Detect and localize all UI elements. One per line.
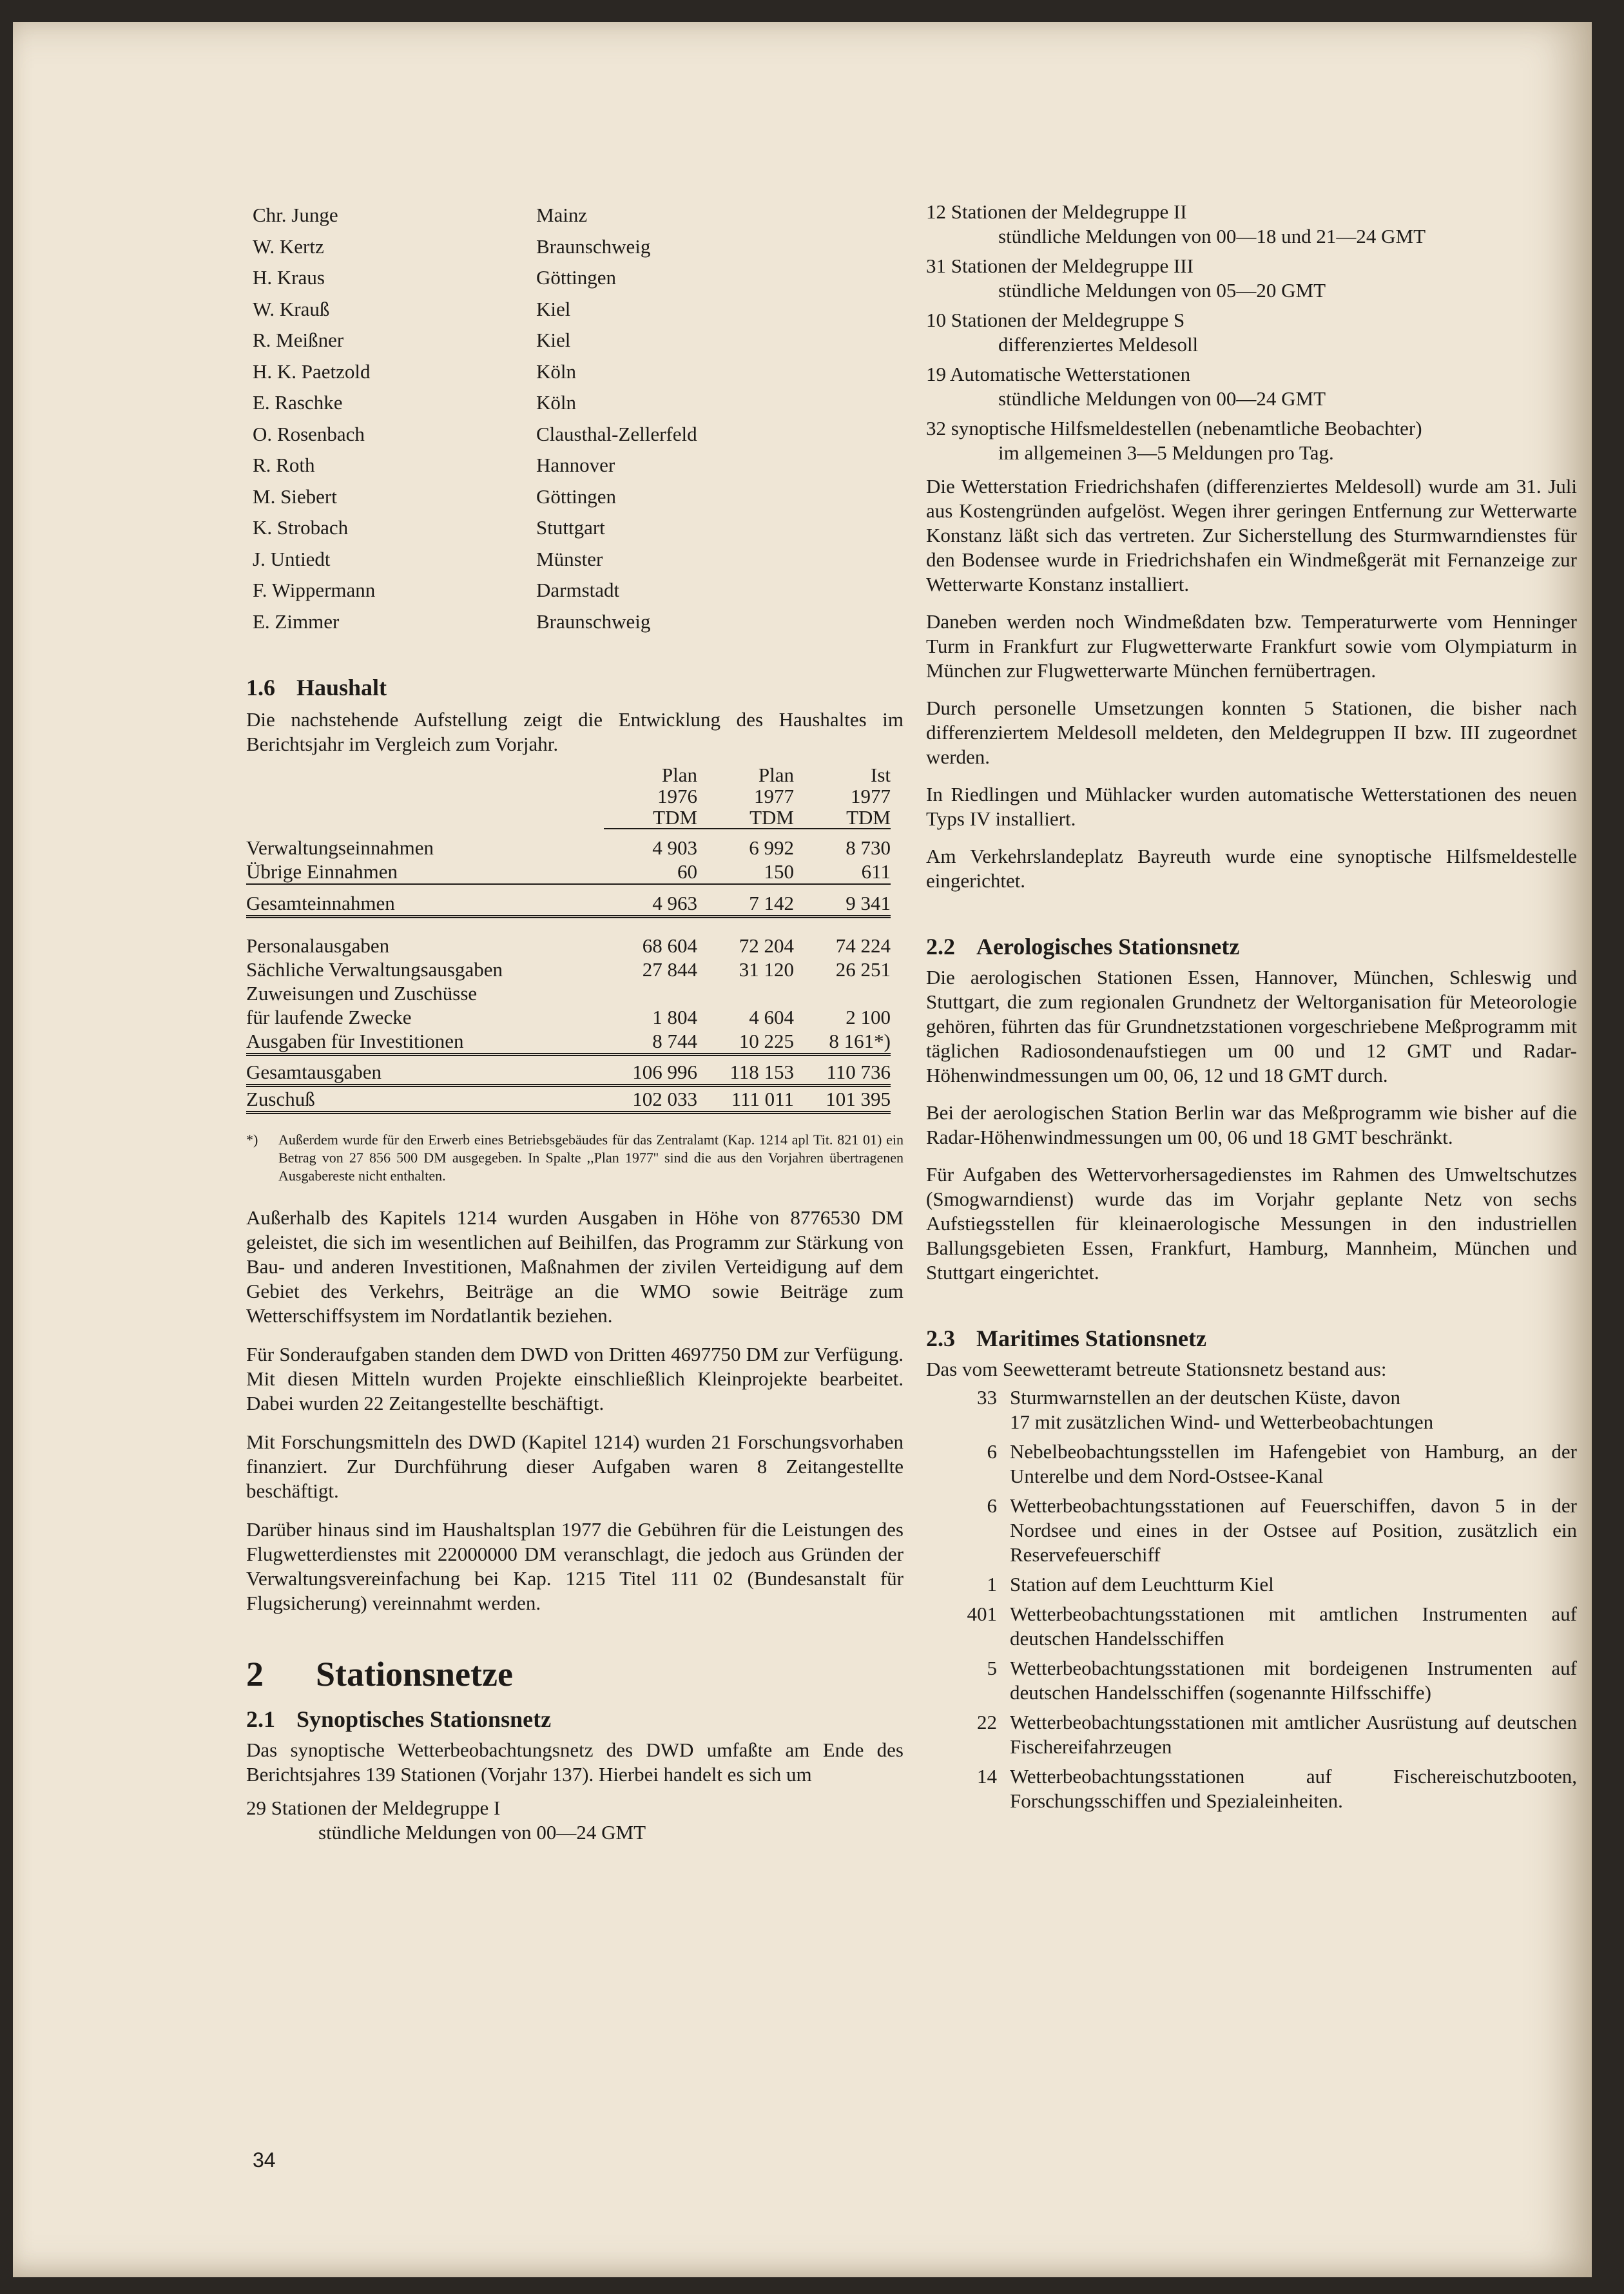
list-item: 401 Wetterbeobachtungsstationen mit amtlichen Instrumenten auf deutschen Handelsschiffen <box>967 1603 1577 1650</box>
table-header-row: 1976 1977 1977 <box>657 785 891 807</box>
list-item <box>253 481 833 513</box>
member-list <box>253 200 833 637</box>
section-heading-haushalt: 1.6 Haushalt <box>246 675 387 700</box>
footnote-mark: *) <box>246 1132 258 1148</box>
haushalt-paragraph: Darüber hinaus sind im Haushaltsplan 1977 die Gebühren für die Leistungen des Flugwetterdienstes mit 22000000 DM veranschlagt, die jedoch aus Gründen der Verwaltungsvereinfachung bei Kap. 1215 Titel 111 02 (Bundesanstalt für Flugsicherung) vereinnahmt werden. <box>246 1518 904 1614</box>
member-name: R. Meißner <box>253 329 344 351</box>
synoptisch-paragraph: Daneben werden noch Windmeßdaten bzw. Temperaturwerte vom Henninger Turm in Frankfurt zur Flugwetterwarte Frankfurt sowie vom Olympiaturm in München zur Flugwetterwarte München fernübertragen. <box>926 610 1577 682</box>
aerologisch-paragraph: Bei der aerologischen Station Berlin war das Meßprogramm wie bisher auf die Radar-Höhenwindmessungen um 00, 06 und 18 GMT beschränkt. <box>926 1101 1577 1148</box>
table-row: Personalausgaben 68 604 72 204 74 224 <box>246 934 891 957</box>
list-item <box>253 200 833 231</box>
haushalt-intro: Die nachstehende Aufstellung zeigt die Entwicklung des Haushaltes im Berichtsjahr im Vergleich zum Vorjahr. <box>246 708 904 755</box>
member-name: J. Untiedt <box>253 547 331 570</box>
list-item <box>253 231 833 263</box>
budget-table <box>246 764 891 1114</box>
member-name: W. Kertz <box>253 235 324 258</box>
member-name: E. Raschke <box>253 391 343 414</box>
table-row: Ausgaben für Investitionen 8 744 10 225 8 161*) <box>246 1029 891 1055</box>
list-item <box>253 575 833 606</box>
list-item: 6 Wetterbeobachtungsstationen auf Feuerschiffen, davon 5 in der Nordsee und eines in der Ostsee auf Position, zusätzlich ein Reservefeuerschiff <box>987 1494 1577 1566</box>
table-row: Übrige Einnahmen 60 150 611 <box>246 860 891 883</box>
budget-footnote <box>246 1131 904 1185</box>
list-item: 5 Wetterbeobachtungsstationen mit bordeigenen Instrumenten auf deutschen Handelsschiffen (sogenannte Hilfsschiffe) <box>987 1657 1577 1704</box>
member-name: O. Rosenbach <box>253 422 365 445</box>
list-item: 14 Wetterbeobachtungsstationen auf Fischereischutzbooten, Forschungsschiffen und Spezialeinheiten. <box>977 1765 1577 1812</box>
member-place: Mainz <box>536 204 588 226</box>
list-item <box>253 262 833 294</box>
section-heading-maritim: 2.3 Maritimes Stationsnetz <box>926 1325 1206 1351</box>
section-heading-aerologisch: 2.2 Aerologisches Stationsnetz <box>926 934 1240 959</box>
maritim-intro: Das vom Seewetteramt betreute Stationsnetz bestand aus: <box>926 1358 1387 1380</box>
left-column <box>246 674 904 1850</box>
list-item <box>253 356 833 388</box>
list-item <box>253 387 833 419</box>
list-item <box>253 512 833 544</box>
member-place: Kiel <box>536 297 571 320</box>
member-name: R. Roth <box>253 454 315 476</box>
member-place: Kiel <box>536 329 571 351</box>
table-row: Zuschuß 102 033 111 011 101 395 <box>246 1086 891 1113</box>
right-column <box>926 200 1577 1818</box>
list-item: 1 Station auf dem Leuchtturm Kiel <box>987 1573 1274 1595</box>
member-name: H. Kraus <box>253 266 325 289</box>
aerologisch-paragraph: Für Aufgaben des Wettervorhersagedienstes im Rahmen des Umweltschutzes (Smogwarndienst) wurde das im Vorjahr geplante Netz von sechs Aufstiegsstellen für kleinaerologische Messungen in den industriellen Ballungsgebieten Essen, Frankfurt, Hamburg, Mannheim, München und Stuttgart eingerichtet. <box>926 1163 1577 1284</box>
member-name: Chr. Junge <box>253 204 338 226</box>
list-item <box>253 450 833 481</box>
chapter-heading: 2 Stationsnetze <box>246 1655 513 1693</box>
table-header-row: Plan Plan Ist <box>661 764 891 786</box>
member-place: Clausthal-Zellerfeld <box>536 422 697 445</box>
list-item: 22 Wetterbeobachtungsstationen mit amtlicher Ausrüstung auf deutschen Fischereifahrzeugen <box>977 1711 1577 1758</box>
document-page <box>13 22 1592 2277</box>
member-name: M. Siebert <box>253 485 337 508</box>
synoptisch-paragraph: Die Wetterstation Friedrichshafen (differenziertes Meldesoll) wurde am 31. Juli aus Kostengründen aufgelöst. Wegen ihrer geringen Entfernung zur Wetterwarte Konstanz läßt sich das vertreten. Zur Sicherstellung des Sturmwarndienstes für den Bodensee wurde in Friedrichshafen ein Windmeßgerät mit Fernanzeige zur Wetterwarte Konstanz installiert. <box>926 475 1577 595</box>
list-item <box>253 544 833 575</box>
member-place: Darmstadt <box>536 579 620 601</box>
member-place: Hannover <box>536 454 615 476</box>
member-place: Münster <box>536 547 603 570</box>
member-name: E. Zimmer <box>253 610 340 633</box>
member-name: F. Wippermann <box>253 579 376 601</box>
table-row: Gesamtausgaben 106 996 118 153 110 736 <box>246 1055 891 1086</box>
list-item <box>253 325 833 356</box>
member-place: Braunschweig <box>536 235 651 258</box>
maritime-station-list <box>926 1385 1577 1813</box>
table-header-row: TDM TDM TDM <box>246 807 891 829</box>
station-group: 12 Stationen der Meldegruppe II stündliche Meldungen von 00—18 und 21—24 GMT <box>926 200 1426 247</box>
member-name: H. K. Paetzold <box>253 360 371 383</box>
member-name: W. Krauß <box>253 297 330 320</box>
table-row: Verwaltungseinnahmen 4 903 6 992 8 730 <box>246 836 891 859</box>
haushalt-paragraph: Mit Forschungsmitteln des DWD (Kapitel 1214) wurden 21 Forschungsvorhaben finanziert. Zur Durchführung dieser Aufgaben waren 8 Zeitangestellte beschäftigt. <box>246 1431 904 1502</box>
table-row: Sächliche Verwaltungsausgaben 27 844 31 120 26 251 <box>246 958 891 981</box>
member-place: Köln <box>536 391 576 414</box>
synoptisch-paragraph: In Riedlingen und Mühlacker wurden automatische Wetterstationen des neuen Typs IV installiert. <box>926 783 1577 830</box>
section-heading-synoptisch: 2.1 Synoptisches Stationsnetz <box>246 1706 552 1732</box>
table-row: Gesamteinnahmen 4 963 7 142 9 341 <box>246 891 891 917</box>
station-group: 29 Stationen der Meldegruppe I stündliche Meldungen von 00—24 GMT <box>246 1797 646 1844</box>
table-row: Zuweisungen und Zuschüsse <box>246 982 478 1005</box>
list-item <box>253 606 833 638</box>
list-item: 6 Nebelbeobachtungsstellen im Hafengebiet von Hamburg, an der Unterelbe und dem Nord-Ostsee-Kanal <box>987 1440 1577 1487</box>
station-group: 10 Stationen der Meldegruppe S differenziertes Meldesoll <box>926 309 1199 356</box>
member-place: Stuttgart <box>536 516 605 539</box>
station-group: 32 synoptische Hilfsmeldestellen (nebenamtliche Beobachter) im allgemeinen 3—5 Meldungen pro Tag. <box>926 417 1422 464</box>
member-place: Göttingen <box>536 485 616 508</box>
station-group: 31 Stationen der Meldegruppe III stündliche Meldungen von 05—20 GMT <box>926 255 1326 302</box>
aerologisch-paragraph: Die aerologischen Stationen Essen, Hannover, München, Schleswig und Stuttgart, die zum regionalen Grundnetz der Weltorganisation für Meteorologie gehören, führten das für Grundnetzstationen vorgeschriebene Meßprogramm mit täglichen Radiosondenaufstiegen um 00 und 12 GMT und Radar-Höhenwindmessungen um 00, 06, 12 und 18 GMT durch. <box>926 966 1577 1086</box>
page-number: 34 <box>253 2148 276 2172</box>
table-row: für laufende Zwecke 1 804 4 604 2 100 <box>246 1006 891 1028</box>
member-place: Braunschweig <box>536 610 651 633</box>
member-place: Köln <box>536 360 576 383</box>
synoptisch-paragraph: Durch personelle Umsetzungen konnten 5 Stationen, die bisher nach differenziertem Meldesoll meldeten, den Meldegruppen II bzw. III zugeordnet werden. <box>926 697 1577 768</box>
haushalt-paragraph: Außerhalb des Kapitels 1214 wurden Ausgaben in Höhe von 8776530 DM geleistet, die sich im wesentlichen auf Beihilfen, das Programm zur Stärkung von Bau- und anderen Investitionen, Maßnahmen der zivilen Verteidigung auf dem Gebiet des Verkehrs, Beiträge an die WMO sowie Beiträge zum Wetterschiffsystem im Nordatlantik beziehen. <box>246 1206 904 1327</box>
list-item: 33 Sturmwarnstellen an der deutschen Küste, davon 17 mit zusätzlichen Wind- und Wetterbeobachtungen <box>977 1386 1434 1433</box>
member-place: Göttingen <box>536 266 616 289</box>
footnote-text: Außerdem wurde für den Erwerb eines Betriebsgebäudes für das Zentralamt (Kap. 1214 apl Tit. 821 01) ein Betrag von 27 856 500 DM ausgegeben. In Spalte ,,Plan 1977'' sind die aus den Vorjahren übertragenen Ausgabereste nicht enthalten. <box>278 1132 904 1184</box>
synoptisch-paragraph: Am Verkehrslandeplatz Bayreuth wurde eine synoptische Hilfsmeldestelle eingerichtet. <box>926 845 1577 892</box>
member-name: K. Strobach <box>253 516 349 539</box>
station-group: 19 Automatische Wetterstationen stündliche Meldungen von 00—24 GMT <box>926 363 1326 410</box>
synoptisch-intro: Das synoptische Wetterbeobachtungsnetz des DWD umfaßte am Ende des Berichtsjahres 139 Stationen (Vorjahr 137). Hierbei handelt es sich um <box>246 1739 904 1786</box>
list-item <box>253 294 833 325</box>
haushalt-paragraph: Für Sonderaufgaben standen dem DWD von Dritten 4697750 DM zur Verfügung. Mit diesen Mitteln wurden Projekte einschließlich Kleinprojekte bearbeitet. Dabei wurden 22 Zeitangestellte beschäftigt. <box>246 1343 904 1414</box>
list-item <box>253 419 833 450</box>
